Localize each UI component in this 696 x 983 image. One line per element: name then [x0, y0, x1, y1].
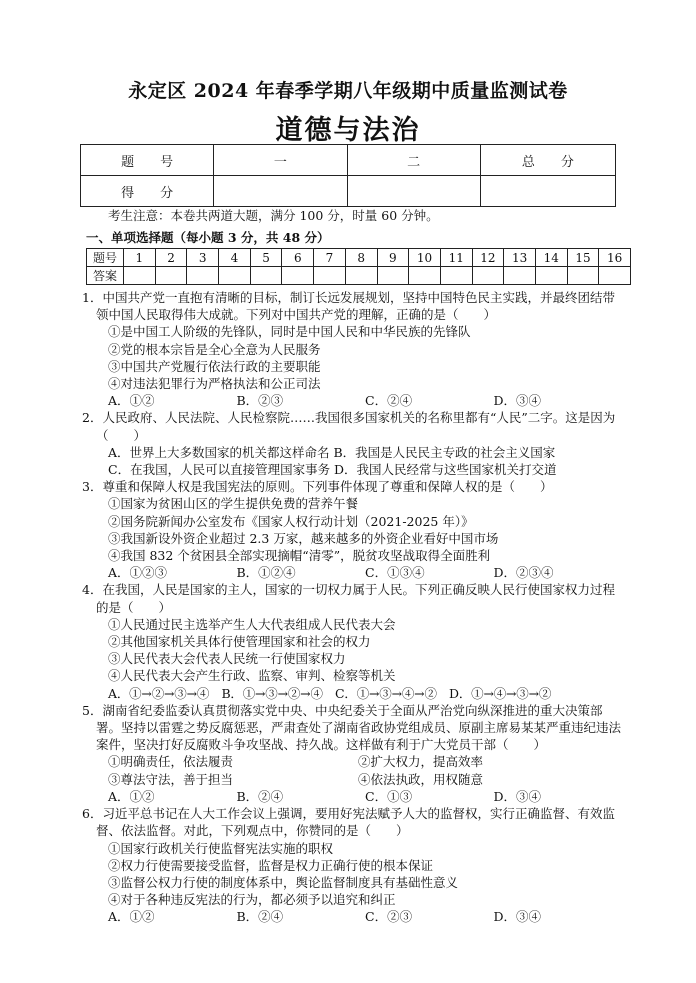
choice: B．①②④ [236, 565, 296, 581]
answer-number-cell: 13 [504, 249, 536, 267]
choice-row [82, 908, 622, 925]
choice-row [82, 788, 622, 805]
answer-blank-cell[interactable] [472, 267, 504, 285]
score-cell: 题 号 [81, 145, 214, 176]
item-pair-row [82, 771, 622, 788]
question-item: ①是中国工人阶级的先锋队，同时是中国人民和中华民族的先锋队 [108, 324, 471, 340]
question-stem: 1．中国共产党一直抱有清晰的目标，制订长远发展规划，坚持中国特色民主实践，并最终团结带领中国人民取得伟大成就。下列对中国共产党的理解，正确的是（ ） [82, 290, 615, 323]
answer-blank-cell[interactable] [440, 267, 472, 285]
question-stem: 4．在我国，人民是国家的主人，国家的一切权力属于人民。下列正确反映人民行使国家权力过程的是（ ） [82, 582, 615, 615]
score-cell: 一 [214, 145, 347, 176]
answer-blank-cell[interactable] [599, 267, 631, 285]
answer-blank-cell[interactable] [250, 267, 282, 285]
question [82, 289, 622, 409]
question-item: ①明确责任，依法履责 [108, 754, 234, 770]
answer-number-cell: 2 [155, 249, 187, 267]
item-pair-row [82, 753, 622, 770]
answer-number-cell: 4 [219, 249, 251, 267]
answer-number-cell: 14 [535, 249, 567, 267]
answer-blank-cell[interactable] [124, 267, 156, 285]
answer-blank-cell[interactable] [314, 267, 346, 285]
question-stem: 6．习近平总书记在人大工作会议上强调，要用好宪法赋予人大的监督权，实行正确监督、有效监督、依法监督。对此，下列观点中，你赞同的是（ ） [82, 806, 615, 839]
answer-blank-cell[interactable] [219, 267, 251, 285]
answer-table [86, 248, 631, 285]
answer-blank-cell[interactable] [155, 267, 187, 285]
choice: B．②③ [236, 393, 284, 409]
answer-number-cell: 5 [250, 249, 282, 267]
exam-title: 永定区 2024 年春季学期八年级期中质量监测试卷 [128, 80, 568, 102]
question-list [82, 289, 622, 926]
choice: A．①② [108, 788, 155, 804]
choice: B．②④ [236, 909, 284, 925]
answer-number-cell: 12 [472, 249, 504, 267]
answer-number-cell: 11 [440, 249, 472, 267]
subject-title: 道德与法治 [275, 115, 421, 146]
score-cell: 总 分 [480, 145, 615, 176]
question-item: ④依法执政，用权随意 [358, 771, 484, 787]
question-item: ②扩大权力，提高效率 [358, 754, 484, 770]
choice-row [82, 392, 622, 409]
score-table [80, 144, 616, 207]
answer-number-cell: 15 [567, 249, 599, 267]
choice: D．②③④ [493, 565, 554, 581]
score-cell: 得 分 [81, 176, 214, 207]
exam-notice: 考生注意：本卷共两道大题，满分 100 分，时量 60 分钟。 [108, 208, 439, 223]
question-item: ②权力行使需要接受监督，监督是权力正确行使的根本保证 [108, 857, 434, 873]
answer-number-cell: 6 [282, 249, 314, 267]
answer-blank-cell[interactable] [187, 267, 219, 285]
answer-number-cell: 10 [409, 249, 441, 267]
score-cell [214, 176, 347, 207]
choice: C．②④ [365, 393, 413, 409]
question-stem: 3．尊重和保障人权是我国宪法的原则。下列事件体现了尊重和保障人权的是（ ） [82, 479, 553, 495]
answer-blank-cell[interactable] [282, 267, 314, 285]
question-item: ②党的根本宗旨是全心全意为人民服务 [108, 341, 321, 357]
question-item: ②其他国家机关具体行使管理国家和社会的权力 [108, 634, 371, 650]
choice: A．①② [108, 909, 155, 925]
answer-number-cell: 7 [314, 249, 346, 267]
question-item: ①国家为贫困山区的学生提供免费的营养午餐 [108, 496, 359, 512]
choice: D．③④ [493, 788, 542, 804]
score-header-row [81, 145, 616, 176]
section-title: 一、单项选择题（每小题 3 分，共 48 分） [86, 230, 330, 245]
question [82, 702, 622, 805]
choice: D．③④ [493, 909, 542, 925]
answer-blank-cell[interactable] [345, 267, 377, 285]
score-cell [480, 176, 615, 207]
question-item: ④对违法犯罪行为严格执法和公正司法 [108, 376, 321, 392]
question-item: ④对于各种违反宪法的行为，都必须予以追究和纠正 [108, 892, 396, 908]
answer-blank-row [87, 267, 631, 285]
choice: C．①③ [365, 788, 413, 804]
question-item: ③中国共产党履行依法行政的主要职能 [108, 358, 321, 374]
choice: C．①③④ [365, 565, 425, 581]
choice-line: A．①→②→③→④ B．①→③→②→④ C．①→③→④→② D．①→④→③→② [108, 685, 552, 701]
answer-blank-cell[interactable] [504, 267, 536, 285]
answer-number-cell: 3 [187, 249, 219, 267]
question-stem: 2．人民政府、人民法院、人民检察院……我国很多国家机关的名称里都有“人民”二字。这是因为（ ） [82, 410, 616, 443]
question-item: ①国家行政机关行使监督宪法实施的职权 [108, 840, 334, 856]
answer-blank-cell[interactable] [409, 267, 441, 285]
answer-blank-cell[interactable] [535, 267, 567, 285]
score-cell: 二 [347, 145, 480, 176]
question-item: ③尊法守法，善于担当 [108, 771, 234, 787]
answer-number-cell: 8 [345, 249, 377, 267]
answer-number-row [87, 249, 631, 267]
choice: B．②④ [236, 788, 284, 804]
answer-row-label: 答案 [87, 267, 124, 285]
question [82, 805, 622, 925]
choice: C．②③ [365, 909, 413, 925]
choice-line: A．世界上大多数国家的机关都这样命名 B．我国是人民民主专政的社会主义国家 [108, 444, 556, 460]
question [82, 581, 622, 701]
choice-line: C．在我国，人民可以直接管理国家事务 D．我国人民经常与这些国家机关打交道 [108, 462, 557, 478]
answer-number-cell: 1 [124, 249, 156, 267]
score-cell [347, 176, 480, 207]
question [82, 478, 622, 581]
answer-row-label: 题号 [87, 249, 124, 267]
answer-blank-cell[interactable] [377, 267, 409, 285]
question-item: ③人民代表大会代表人民统一行使国家权力 [108, 651, 346, 667]
answer-blank-cell[interactable] [567, 267, 599, 285]
score-value-row [81, 176, 616, 207]
choice: A．①②③ [108, 565, 168, 581]
choice: A．①② [108, 393, 155, 409]
choice-row [82, 564, 622, 581]
question-item: ③监督公权力行使的制度体系中，舆论监督制度具有基础性意义 [108, 874, 459, 890]
question-item: ③我国新设外资企业超过 2.3 万家，越来越多的外资企业看好中国市场 [108, 530, 499, 546]
answer-number-cell: 9 [377, 249, 409, 267]
choice: D．③④ [493, 393, 542, 409]
question [82, 409, 622, 478]
answer-number-cell: 16 [599, 249, 631, 267]
question-item: ②国务院新闻办公室发布《国家人权行动计划（2021-2025 年）》 [108, 513, 474, 529]
question-stem: 5．湖南省纪委监委认真贯彻落实党中央、中央纪委关于全面从严治党向纵深推进的重大决策部署。坚持以雷霆之势反腐惩恶，严肃查处了湖南省政协党组成员、原副主席易某某严重违纪违法案件，坚决打好反腐败斗争攻坚战、持久战。这样做有利于广大党员干部（ ） [82, 702, 622, 753]
question-item: ④我国 832 个贫困县全部实现摘帽“清零”，脱贫攻坚战取得全面胜利 [108, 548, 491, 564]
question-item: ④人民代表大会产生行政、监察、审判、检察等机关 [108, 668, 396, 684]
question-item: ①人民通过民主选举产生人大代表组成人民代表大会 [108, 616, 396, 632]
